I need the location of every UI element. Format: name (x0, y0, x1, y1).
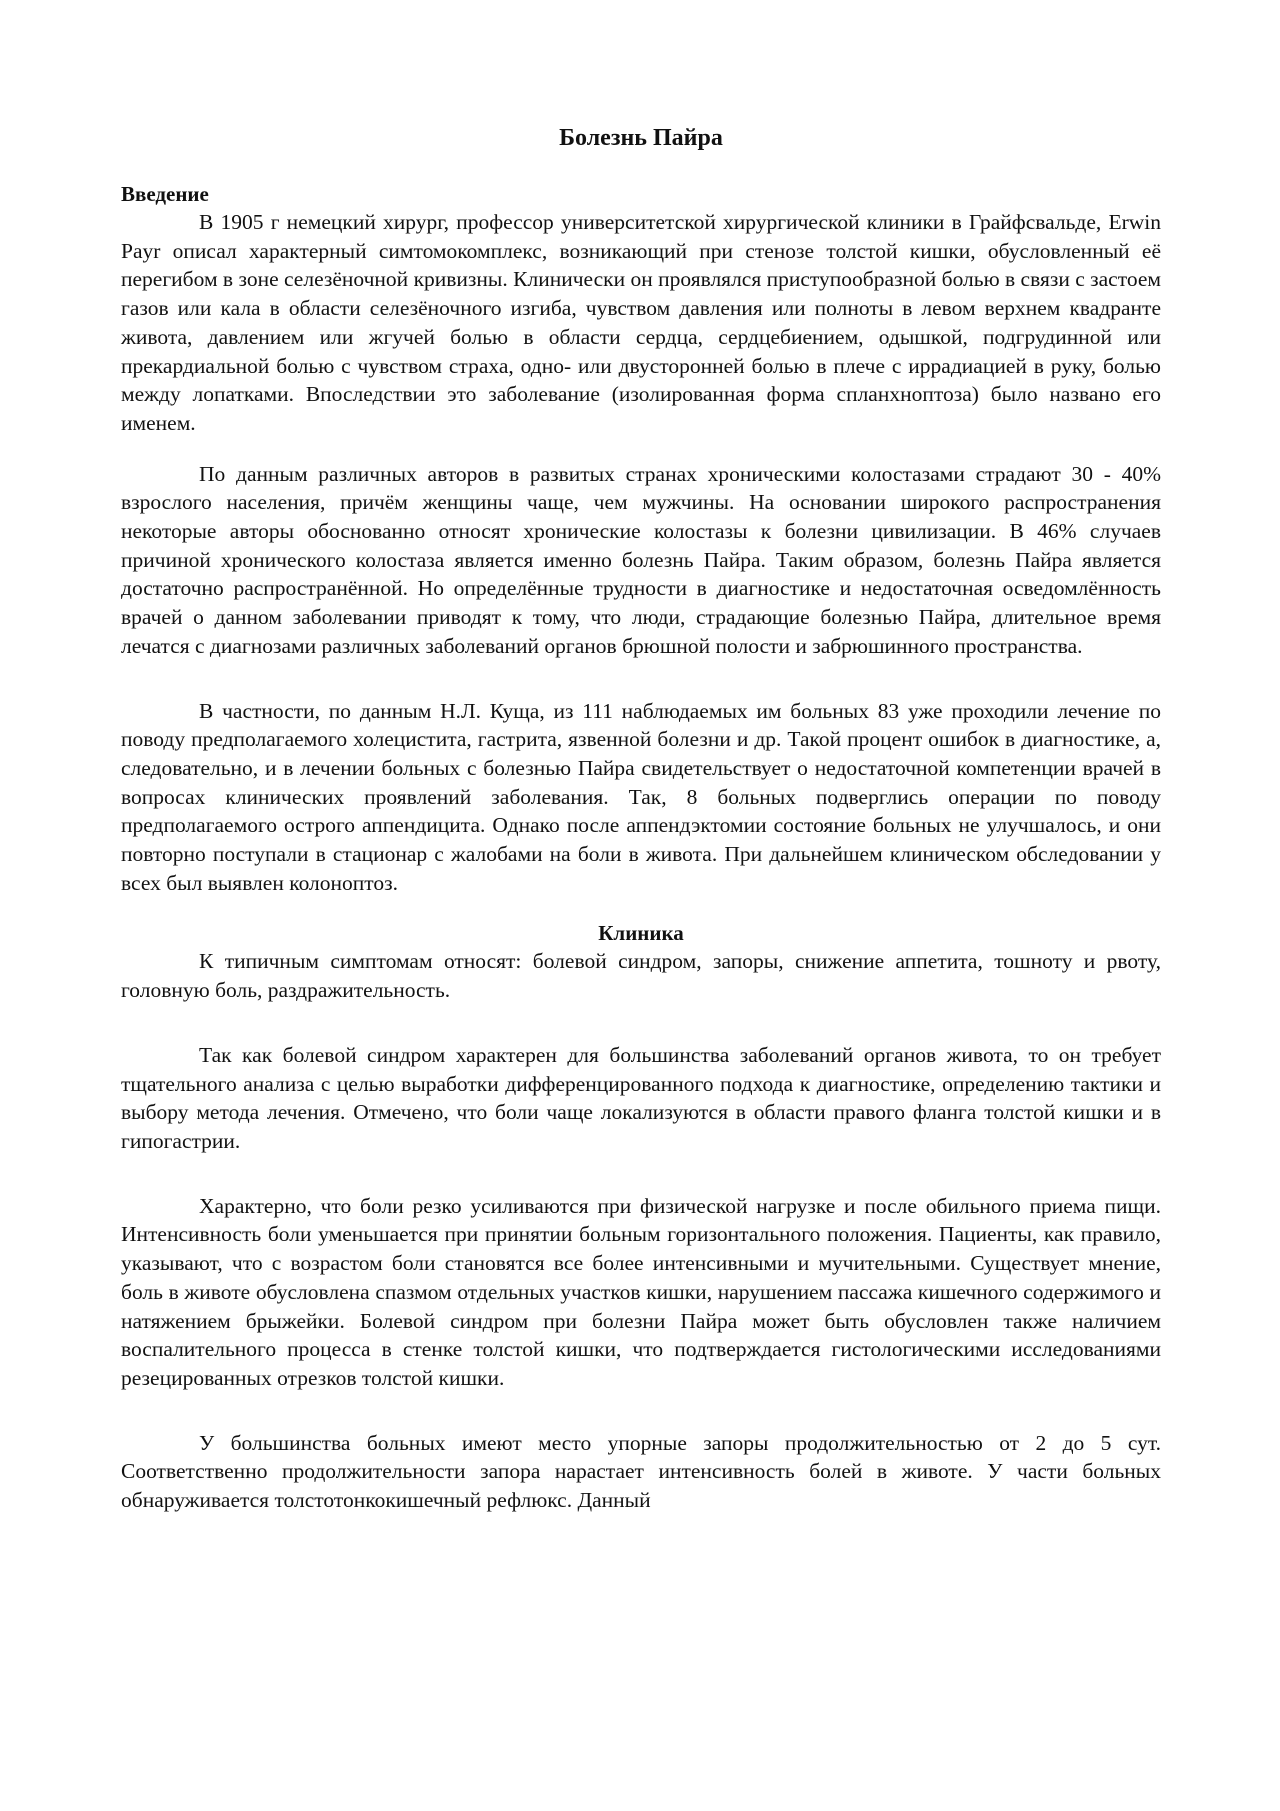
paragraph: Характерно, что боли резко усиливаются при физической нагрузке и после обильного приема пищи. Интенсивность боли уменьшается при принятии больным горизонтального положения. Пациенты, как правило, указывают, что с возрастом боли становятся все более интенсивными и мучительными. Существует мнение, боль в животе обусловлена спазмом отдельных участков кишки, нарушением пассажа кишечного содержимого и натяжением брыжейки. Болевой синдром при болезни Пайра может быть обусловлен также наличием воспалительного процесса в стенке толстой кишки, что подтверждается гистологическими исследованиями резецированных отрезков толстой кишки. (121, 1193, 1161, 1390)
paragraph: В 1905 г немецкий хирург, профессор университетской хирургической клиники в Грайфсвальде, Erwin Payr описал характерный симтомокомплекс, возникающий при стенозе толстой кишки, обусловленный её перегибом в зоне селезёночной кривизны. Клинически он проявлялся приступообразной болью в связи с застоем газов или кала в области селезёночного изгиба, чувством давления или полноты в левом верхнем квадранте живота, давлением или жгучей болью в области сердца, сердцебиением, одышкой, подгрудинной или прекардиальной болью с чувством страха, одно- или двусторонней болью в плече с иррадиацией в руку, болью между лопатками. Впоследствии это заболевание (изолированная форма спланхноптоза) было названо его именем. (121, 210, 1161, 435)
section-heading-introduction: Введение (121, 182, 209, 206)
paragraph: По данным различных авторов в развитых странах хроническими колостазами страдают 30 - 40% взрослого населения, причём женщины чаще, чем мужчины. На основании широкого распространения некоторые авторы обоснованно относят хронические колостазы к болезни цивилизации. В 46% случаев причиной хронического колостаза является именно болезнь Пайра. Таким образом, болезнь Пайра является достаточно распространённой. Но определённые трудности в диагностике и недостаточная осведомлённость врачей о данном заболевании приводят к тому, что люди, страдающие болезнью Пайра, длительное время лечатся с диагнозами различных заболеваний органов брюшной полости и забрюшинного пространства. (121, 461, 1161, 658)
document-body (121, 118, 1161, 1515)
paragraph: В частности, по данным Н.Л. Куща, из 111 наблюдаемых им больных 83 уже проходили лечение по поводу предполагаемого холецистита, гастрита, язвенной болезни и др. Такой процент ошибок в диагностике, а, следовательно, и в лечении больных с болезнью Пайра свидетельствует о недостаточной компетенции врачей в вопросах клинических проявлений заболевания. Так, 8 больных подверглись операции по поводу предполагаемого острого аппендицита. Однако после аппендэктомии состояние больных не улучшалось, и они повторно поступали в стационар с жалобами на боли в живота. При дальнейшем клиническом обследовании у всех был выявлен колоноптоз. (121, 698, 1161, 895)
paragraph: У большинства больных имеют место упорные запоры продолжительностью от 2 до 5 сут. Соответственно продолжительности запора нарастает интенсивность болей в животе. У части больных обнаруживается толстотонкокишечный рефлюкс. Данный (121, 1430, 1161, 1513)
paragraph: К типичным симптомам относят: болевой синдром, запоры, снижение аппетита, тошноту и рвоту, головную боль, раздражительность. (121, 949, 1161, 1003)
paragraph: Так как болевой синдром характерен для большинства заболеваний органов живота, то он требует тщательного анализа с целью выработки дифференцированного подхода к диагностике, определению тактики и выбору метода лечения. Отмечено, что боли чаще локализуются в области правого фланга толстой кишки и в гипогастрии. (121, 1042, 1161, 1153)
page-title: Болезнь Пайра (559, 125, 723, 151)
section-heading-clinic: Клиника (598, 921, 684, 946)
